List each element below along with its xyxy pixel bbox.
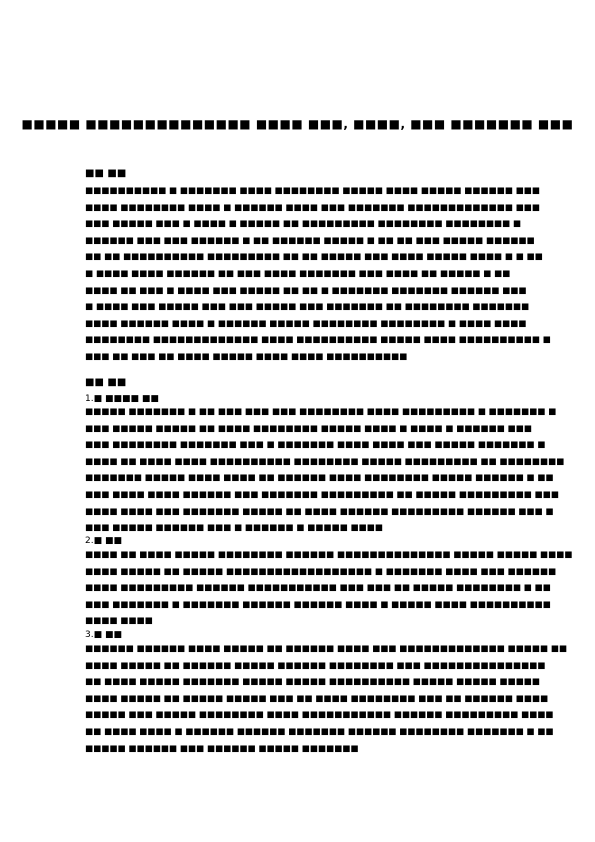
text-line: ■■■■ ■■■■■■ ■■■■ ■ ■■■■■■ ■■■■■ ■■■■■■■■ ■■■■■■■■ ■ ■■■■ ■■■■ <box>85 318 527 329</box>
text-line: ■■■■ ■■■■■■■■ ■■■■ ■ ■■■■■■ ■■■■ ■■■ ■■■■■■■ ■■■■■■■■■■■■■ ■■■ <box>85 202 540 213</box>
text-line: ■■■■■■■■ ■■■■■■■■■■■■■ ■■■■ ■■■■■■■■■■ ■■■■■ ■■■■ ■■■■■■■■■■ ■ <box>85 335 551 346</box>
text-line: ■■■■ ■■ ■■■ ■ ■■■■ ■■■ ■■■■■ ■■ ■■ ■ ■■■■■■■ ■■■■■■■ ■■■■■■ ■■■ <box>85 285 527 296</box>
text-line: ■■■■ ■■■■■ ■■ ■■■■■ ■■■■■ ■■■ ■■ ■■■■ ■■■■■■■■ ■■■ ■■ ■■■■■■ ■■■■ <box>85 693 549 704</box>
subsection-label-3: 3.■ ■■ <box>85 630 122 640</box>
text-line: ■■■■■ ■■■■■■■ ■ ■■ ■■■ ■■■ ■■■ ■■■■■■■■ ■■■■ ■■■■■■■■■ ■ ■■■■■■■ ■ <box>85 407 557 417</box>
paragraph-subsection-2 <box>85 547 573 630</box>
text-line: ■■■■■ ■■■■■■ ■■■ ■■■■■■ ■■■■■ ■■■■■■■ <box>85 743 359 754</box>
text-line: ■■ ■■■■ ■■■■■ ■■■■■■■ ■■■■■ ■■■■■ ■■■■■■■■■■ ■■■■■ ■■■■■ ■■■■■ <box>85 677 540 688</box>
text-line: ■■■ ■■ ■■■ ■■ ■■■■ ■■■■■ ■■■■ ■■■■ ■■■■■■■■■■ <box>85 351 408 362</box>
text-line: ■■■ ■■■■■ ■■■■■ ■■ ■■■■ ■■■■■■■■ ■■■■■ ■■■■ ■ ■■■■ ■ ■■■■■■ ■■■ <box>85 423 532 434</box>
document-title: ■■■■■ ■■■■■■■■■■■■■■ ■■■■ ■■■, ■■■■, ■■■ ■■■■■■■ ■■■ <box>21 117 574 131</box>
text-line: ■■■■■■ ■■■■■■ ■■■■ ■■■■■ ■■ ■■■■■■ ■■■■ ■■■ ■■■■■■■■■■■■■ ■■■■■ ■■ <box>85 644 568 654</box>
text-line: ■■■ ■■■■ ■■■■ ■■■■■■ ■■■ ■■■■■■■ ■■■■■■■■■ ■■ ■■■■■ ■■■■■■■■■ ■■■ <box>85 489 559 500</box>
text-line: ■■■ ■■■■■ ■■■ ■ ■■■■ ■ ■■■■■ ■■ ■■■■■■■■■ ■■■■■■■■ ■■■■■■■■ ■ <box>85 219 522 230</box>
text-line: ■■ ■■■■ ■■■■ ■ ■■■■■■ ■■■■■■ ■■■■■■■ ■■■■■■ ■■■■■■■■ ■■■■■■■ ■ ■■ <box>85 726 554 737</box>
text-line: ■■■■ ■■■■■■■■■ ■■■■■■ ■■■■■■■■■■■ ■■■ ■■■ ■■ ■■■■■ ■■■■■■■■ ■ ■■ <box>85 583 551 594</box>
text-line: ■ ■■■■ ■■■ ■■■■■ ■■■ ■■■ ■■■■■ ■■■ ■■■■■■■ ■■ ■■■■■■■■ ■■■■■■■ <box>85 302 530 313</box>
text-line: ■■■■ ■■ ■■■■ ■■■■ ■■■■■■■■■■ ■■■■■■■■ ■■■■■ ■■■■■■■■■ ■■ ■■■■■■■■ <box>85 456 565 467</box>
paragraph-subsection-1 <box>85 404 565 537</box>
text-line: ■■■■■■■■■■ ■ ■■■■■■■ ■■■■ ■■■■■■■■ ■■■■■ ■■■■ ■■■■■ ■■■■■■ ■■■ <box>85 186 540 196</box>
text-line: ■■■■ ■■ ■■■■ ■■■■■ ■■■■■■■■ ■■■■■■ ■■■■■■■■■■■■■■ ■■■■■ ■■■■■ ■■■■ <box>85 550 573 560</box>
text-line: ■■■■■■ ■■■ ■■■ ■■■■■■ ■ ■■ ■■■■■■ ■■■■■ ■ ■■ ■■ ■■■ ■■■■■ ■■■■■■ <box>85 235 535 246</box>
subsection-label-1: 1.■ ■■■■ ■■ <box>85 394 159 404</box>
text-line: ■■■■■■■ ■■■■■ ■■■■ ■■■■ ■■ ■■■■■■ ■■■■ ■■■■■■■■ ■■■■■ ■■■■■■ ■ ■■ <box>85 473 554 484</box>
text-line: ■ ■■■■ ■■■■ ■■■■■■ ■■ ■■■ ■■■■ ■■■■■■■ ■■■ ■■■■ ■■ ■■■■■ ■ ■■ <box>85 268 511 279</box>
text-line: ■■■ ■■■■■■■■ ■■■■■■■ ■■■ ■ ■■■■■■■ ■■■■ ■■■■ ■■■ ■■■■■ ■■■■■■■ ■ <box>85 440 546 451</box>
text-line: ■■■■ ■■■■■ ■■ ■■■■■ ■■■■■■■■■■■■■■■■■■ ■ ■■■■■■■ ■■■■ ■■■ ■■■■■■ <box>85 566 557 577</box>
text-line: ■■ ■■ ■■■■■■■■■■ ■■■■■■■■■ ■■ ■■ ■■■■■ ■■■ ■■■■ ■■■■■ ■■■■ ■ ■ ■■ <box>85 252 543 263</box>
text-line: ■■■ ■■■■■■■ ■ ■■■■■■■ ■■■■■■ ■■■■■■ ■■■■ ■ ■■■■■ ■■■■ ■■■■■■■■■■ <box>85 599 551 610</box>
paragraph-introduction <box>85 183 551 366</box>
text-line: ■■■■ ■■■■ ■■■ ■■■■■■■ ■■■■■ ■■ ■■■■ ■■■■■■ ■■■■■■■■■ ■■■■■■ ■■■ ■ <box>85 506 554 517</box>
subsection-label-2: 2.■ ■■ <box>85 536 122 546</box>
section-heading-body: ■■ ■■ <box>85 377 127 388</box>
text-line: ■■■■■ ■■■ ■■■■■ ■■■■■■■■ ■■■■ ■■■■■■■■■■■ ■■■■■■ ■■■■■■■■■ ■■■■ <box>85 710 554 721</box>
text-line: ■■■■ ■■■■■ ■■ ■■■■■■ ■■■■■ ■■■■■■ ■■■■■■■■ ■■■ ■■■■■■■■■■■■■■■ <box>85 660 546 671</box>
section-heading-introduction: ■■ ■■ <box>85 168 127 179</box>
text-line: ■■■■ ■■■■ <box>85 616 153 627</box>
text-line: ■■■ ■■■■■ ■■■■■■ ■■■ ■ ■■■■■■ ■ ■■■■■ ■■■■ <box>85 523 383 534</box>
paragraph-subsection-3 <box>85 641 568 757</box>
